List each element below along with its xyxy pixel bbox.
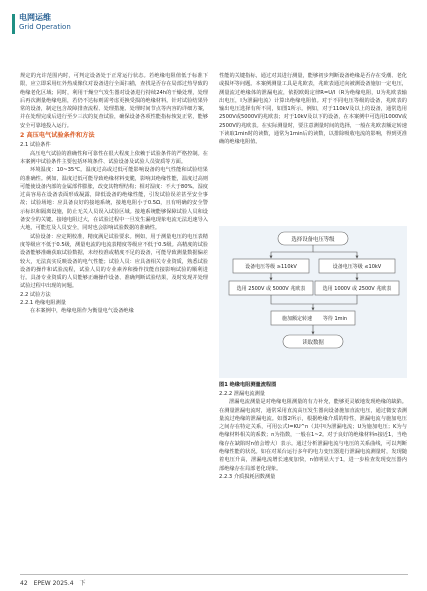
paragraph: 高压电气试验的准确性和可靠性在很大程度上依赖于试验条件的严格控制。在本案例中试验条件主要包括环境条件、试验设备及试验人员资质等方面。 [20, 150, 208, 165]
journal-issue: EPEW 2025.4 [33, 580, 74, 587]
header-title-cn: 电网运维 [19, 13, 51, 22]
left-column [20, 72, 208, 316]
figure-caption: 图1 绝缘电阻测量流程图 [219, 382, 277, 388]
subsection-heading: 2.2.3 介质损耗因数测量 [219, 473, 276, 480]
paragraph: 泄漏电流测量是对绝缘电阻测量的有力补充，能够更灵敏地发现绝缘的缺陷。在测量泄漏电流时，通常采用直流高压发生器向设备施加直流电压，通过微安表测量流过绝缘的泄漏电流。如图2所示，根据绝缘介质的特性，泄漏电流与施加电压之间存在特定关系，可用公式I=KU^n（其中I为泄漏电流；U为施加电压；K为与绝缘材料相关的系数；n为指数，一般在1~2。对于良好的绝缘材料n接近1，当绝缘存在缺陷时n值会增大）表示。通过分析泄漏电流与电压的关系曲线，可以判断绝缘性能的状况。如在对某台运行多年的电力变压器进行泄漏电流测量时，发现随着电压升高，泄漏电流增长速度加快，n值明显大于1，进一步检查发现变压器内部绝缘存在局部老化现象。 [219, 399, 407, 472]
subsection-heading: 2.2.1 绝缘电阻测量 [20, 300, 66, 307]
header-title-en: Grid Operation [19, 23, 71, 31]
flow-node-end-label: 读取数据 [302, 340, 324, 346]
paragraph: 环境温度：10~35℃。温度过高或过低可能影响设备的电气性能和试验结果的准确性。例如，温度过低可能导致绝缘材料变脆，影响其绝缘性能，温度过高则可能使设备内部的金属部件膨胀，改变其物理结构；相对湿度：不大于80%。湿度过高容易在设备表面形成凝露，降低设备的绝缘性能，引发试验误差甚至安全事故；试验场地：应具备良好的接地系统，接地电阻小于0.5Ω，且有明确的安全警示标识和隔离设施，防止无关人员误入试验区域。接地系统能够保障试验人员和设备安全的关键。接地电阻过大，在试验过程中一旦发生漏电现象电流无法迅速导入大地，可能危及人员安全，同时也会影响试验数据的准确性。 [20, 167, 208, 232]
flow-node-megger-low-label: 选用 1000V 或 2500V 兆欧表 [322, 286, 392, 292]
flow-node-apply-speed-label: 施加额定转速 [281, 316, 313, 322]
subsection-heading: 2.2.2 泄漏电流测量 [219, 391, 265, 397]
footer-divider [20, 574, 408, 575]
flowchart-figure [219, 226, 407, 378]
paragraph: 规定的允许范围内时，可判定设备处于正常运行状态。若绝缘电阻值低于标准下限，应立即采用红外热成像仪对设备进行全面扫描，查找是否存在局部过热导致的绝缘老化区域；同时，利用干燥空气发生器对设备进行持续24h的干燥处理，处理后再次测量绝缘电阻，若仍不达标则需考虑更换受损的绝缘材料。针对试验结果异常的设备，制定包含故障排查流程、处理措施、处理时间节点等内容的详细方案，并在处理完成后进行至少三次的复查试验，确保设备各项性能指标恢复正常，能够安全可靠地投入运行。 [20, 73, 208, 129]
section-heading: 2 高压电气试验条件和方法 [20, 132, 95, 140]
paragraph: 性能的关键指标，通过对其进行测量，能够初步判断设备绝缘是否存在受潮、老化或损坏等问题。本案例测量工具是兆欧表，兆欧表通过向被测设备施加一定电压，测量流过绝缘体的泄漏电流，依据欧姆定律R=U/I（R为绝缘电阻，U为兆欧表输出电压，I为泄漏电流）计算出绝缘电阻值。对于不同电压等级的设备，兆欧表的输出电压选择有所不同，如图1所示。例如，对于110kV及以上的设备，通常选用2500V或5000V的兆欧表；对于10kV及以下的设备，在本案例中可选用1000V或2500V的兆欧表。在实际测量时，要注意测量时间的选择，一般在兆欧表额定转速下读取1min时的读数，通常为1min后的读数，以排除吸收电流的影响，得到更准确的绝缘电阻值。 [219, 73, 407, 146]
header-accent-bar [12, 14, 15, 34]
paragraph: 在本案例中，绝缘电阻作为衡量电气设备绝缘 [30, 308, 134, 315]
flow-node-high-voltage-label: 设备电压等级 ≥110kV [245, 264, 297, 270]
subsection-heading: 2.2 试验方法 [20, 291, 51, 298]
subsection-heading: 2.1 试验条件 [20, 142, 51, 149]
right-column-lower [219, 390, 407, 481]
flow-node-start-label: 选择设备电压等级 [291, 237, 335, 243]
flow-node-megger-high-label: 选用 2500V 或 5000V 兆欧表 [236, 286, 306, 292]
page-footer [20, 578, 90, 587]
flow-node-wait-label: 等待 1min [322, 316, 348, 322]
page-number: 42 [20, 580, 28, 587]
flow-node-low-voltage-label: 设备电压等级 ≤10kV [332, 264, 382, 270]
journal-part: 下 [79, 580, 86, 587]
paragraph: 试验设备：应定期校准，精度满足试验要求。例如，用于测量电压的电压表精度等级应不低于0.5级，测量电流的电流表精度等级应不低于0.5级。高精度的试验设备能够准确获取试验数据，未经校准或精度不足的设备，可能导致测量数据偏差较大，无法真实反映设备的电气性能；试验人员：应具备相关专业资质，熟悉试验设备的操作和试验流程，试验人员的专业素养和操作技能直接影响试验的顺利进行。具备专业资质的人员能够正确操作设备、准确判断试验结果，及时发现并处理试验过程中出现的问题。 [20, 233, 208, 290]
right-column [219, 72, 407, 147]
